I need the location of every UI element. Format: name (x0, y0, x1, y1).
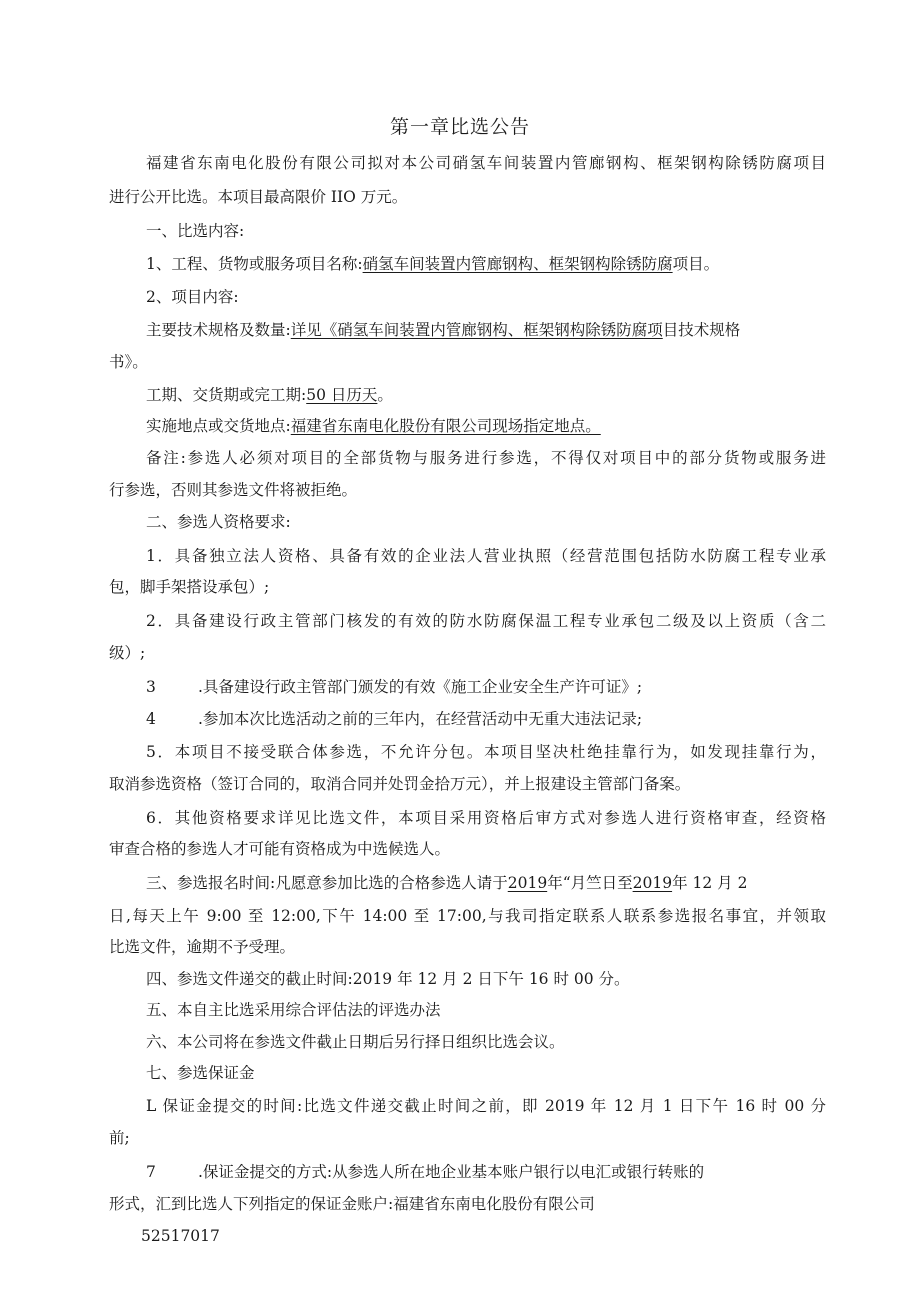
section-7-heading: 七、参选保证金 (146, 1064, 255, 1082)
period-value: 50 日历天 (306, 386, 378, 404)
period-suffix: 。 (377, 386, 393, 404)
registration-text-a: 三、参选报名时间:凡愿意参加比选的合格参选人请于 (146, 874, 508, 892)
requirement-6-line-1: 6．其他资格要求详见比选文件，本项目采用资格后审方式对参选人进行资格审查，经资格 (146, 809, 826, 827)
spec-line-2: 书》。 (109, 353, 148, 371)
place-line (146, 416, 601, 436)
requirement-2-line-2: 级）; (109, 644, 146, 662)
spec-label: 主要技术规格及数量: (146, 321, 291, 339)
page-title: 第一章比选公告 (389, 116, 530, 138)
deposit-time-line-1: L 保证金提交的时间:比选文件递交截止时间之前，即 2019 年 12 月 1 日下午 16 时 00 分 (146, 1097, 826, 1115)
intro-line-1: 福建省东南电化股份有限公司拟对本公司硝氢车间装置内管廊钢构、框架钢构除锈防腐项目 (146, 154, 826, 172)
registration-end-year: 2019 (632, 874, 673, 892)
spec-value: 详见《硝氢车间装置内管廊钢构、框架钢构除锈防腐项 (290, 321, 663, 339)
note-line-2: 行参选，否则其参选文件将被拒绝。 (109, 481, 358, 499)
project-name-label: 1、工程、货物或服务项目名称: (146, 255, 363, 273)
registration-line-3: 比选文件，逾期不予受理。 (109, 938, 296, 956)
place-value: 福建省东南电化股份有限公司现场指定地点。 (290, 417, 601, 435)
requirement-1-line-2: 包，脚手架搭设承包）; (109, 578, 270, 596)
section-1-heading: 一、比选内容: (146, 222, 245, 240)
deposit-account-number: 52517017 (141, 1227, 220, 1245)
project-name-line (146, 254, 719, 274)
place-label: 实施地点或交货地点: (146, 417, 291, 435)
registration-text-c: 年 12 月 2 (672, 874, 748, 892)
project-name-suffix: 项目。 (672, 255, 720, 273)
requirement-4-number: 4 (146, 710, 156, 728)
deposit-method-text: .保证金提交的方式:从参选人所在地企业基本账户银行以电汇或银行转账的 (198, 1163, 705, 1181)
deposit-time-line-2: 前; (109, 1129, 130, 1147)
meeting-line: 六、本公司将在参选文件截止日期后另行择日组织比选会议。 (146, 1033, 565, 1051)
project-content-heading: 2、项目内容: (146, 288, 239, 306)
spec-suffix: 目技术规格 (662, 321, 741, 339)
period-label: 工期、交货期或完工期: (146, 386, 307, 404)
requirement-2-line-1: 2．具备建设行政主管部门核发的有效的防水防腐保温工程专业承包二级及以上资质（含二 (146, 612, 826, 630)
deposit-method-line-2: 形式，汇到比选人下列指定的保证金账户:福建省东南电化股份有限公司 (109, 1195, 595, 1213)
spec-line-1 (146, 320, 740, 340)
registration-text-b: 年“月竺日至 (547, 874, 633, 892)
requirement-6-line-2: 审查合格的参选人才可能有资格成为中选候选人。 (109, 840, 451, 858)
project-name-value: 硝氢车间装置内管廊钢构、框架钢构除锈防腐 (362, 255, 673, 273)
period-line (146, 385, 393, 405)
requirement-4-text: .参加本次比选活动之前的三年内，在经营活动中无重大违法记录; (198, 710, 643, 728)
requirement-5-line-2: 取消参选资格（签订合同的，取消合同并处罚金拾万元），并上报建设主管部门备案。 (109, 775, 691, 793)
registration-line-1 (146, 873, 747, 893)
deposit-method-line-1 (146, 1162, 704, 1182)
requirement-5-line-1: 5．本项目不接受联合体参选，不允许分包。本项目坚决杜绝挂靠行为，如发现挂靠行为， (146, 743, 826, 761)
requirement-3-text: .具备建设行政主管部门颁发的有效《施工企业安全生产许可证》; (198, 678, 643, 696)
section-2-heading: 二、参选人资格要求: (146, 513, 291, 531)
requirement-3-number: 3 (146, 678, 156, 696)
requirement-4 (146, 709, 642, 729)
deadline-line: 四、参选文件递交的截止时间:2019 年 12 月 2 日下午 16 时 00 分。 (146, 970, 630, 988)
deposit-method-number: 7 (146, 1163, 156, 1181)
registration-start-year: 2019 (507, 874, 548, 892)
registration-line-2: 日,每天上午 9:00 至 12:00,下午 14:00 至 17:00,与我司指定联系人联系参选报名事宜，并领取 (109, 907, 826, 925)
intro-line-2: 进行公开比选。本项目最高限价 IIO 万元。 (109, 188, 408, 206)
requirement-3 (146, 677, 642, 697)
evaluation-method-line: 五、本自主比选采用综合评估法的评选办法 (146, 1001, 441, 1019)
requirement-1-line-1: 1．具备独立法人资格、具备有效的企业法人营业执照（经营范围包括防水防腐工程专业承 (146, 547, 826, 565)
note-line-1: 备注:参选人必须对项目的全部货物与服务进行参选，不得仅对项目中的部分货物或服务进 (146, 449, 826, 467)
